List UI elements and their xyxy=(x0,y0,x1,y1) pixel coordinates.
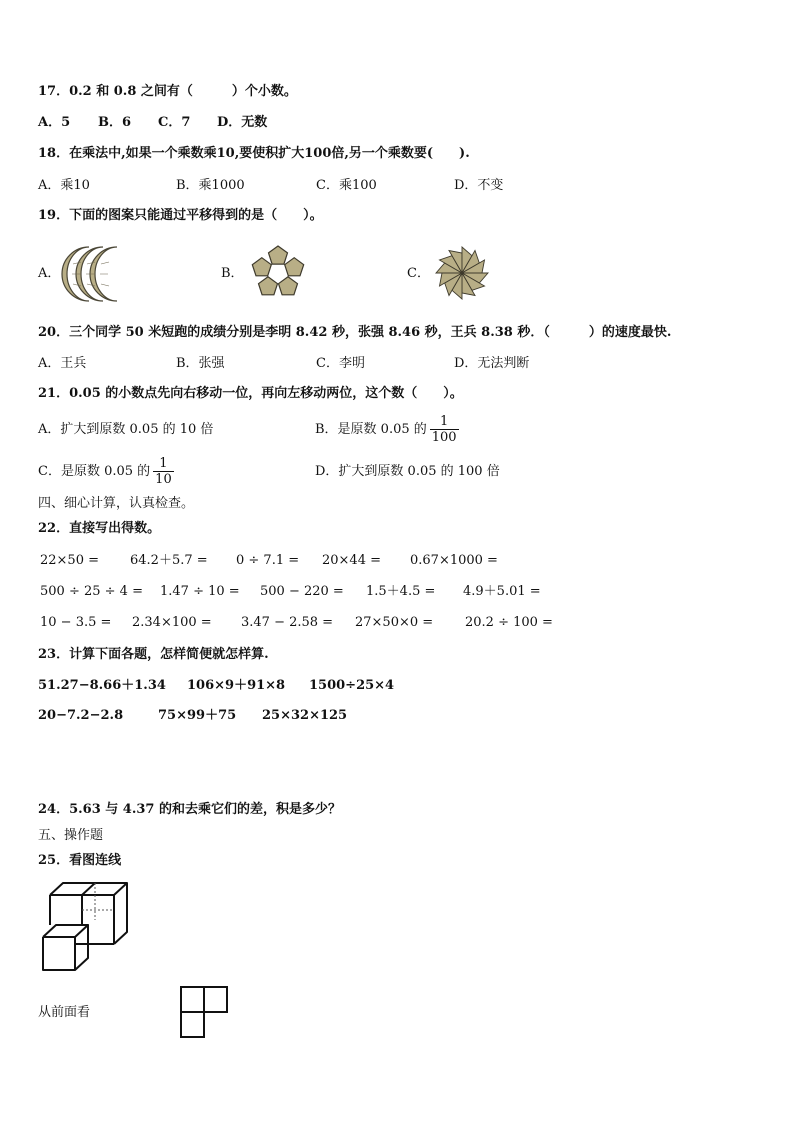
q24-stem: 24．5.63 与 4.37 的和去乘它们的差，积是多少？ xyxy=(38,802,341,817)
q18-stem: 18．在乘法中,如果一个乘数乘10,要使积扩大100倍,另一个乘数要( ). xyxy=(38,146,470,161)
q18-option-b: B．乘1000 xyxy=(176,178,245,193)
q20-option-b: B．张强 xyxy=(176,356,225,371)
q22-r1-c1: 22×50 = xyxy=(40,553,100,568)
q22-r3-c3: 3.47 − 2.58 = xyxy=(241,615,334,630)
fraction-numerator: 1 xyxy=(159,456,168,471)
q23-r1-c2: 106×9＋91×8 xyxy=(187,678,286,693)
fraction-denominator: 100 xyxy=(431,430,457,445)
q21-stem: 21．0.05 的小数点先向右移动一位，再向左移动两位，这个数（ ）。 xyxy=(38,386,463,401)
pentagon-ring-icon xyxy=(249,244,307,302)
section-heading-5: 五、操作题 xyxy=(38,828,104,843)
section-heading-4: 四、细心计算，认真检查。 xyxy=(38,496,195,511)
q18-option-d: D．不变 xyxy=(454,178,504,193)
q20-option-c: C．李明 xyxy=(316,356,365,371)
pentagon-shape xyxy=(269,246,288,264)
q22-r3-c1: 10 − 3.5 = xyxy=(40,615,112,630)
q23-r2-c1: 20−7.2−2.8 xyxy=(38,708,124,723)
fraction-numerator: 1 xyxy=(440,414,449,429)
q19-option-b: B． xyxy=(221,266,244,281)
fraction xyxy=(430,414,459,445)
q18-option-c: C．乘100 xyxy=(316,178,377,193)
q25-stem: 25．看图连线 xyxy=(38,853,122,868)
q21-option-c-text: C．是原数 0.05 的 xyxy=(38,464,151,479)
q17-stem: 17．0.2 和 0.8 之间有（ ）个小数。 xyxy=(38,84,297,99)
q22-r3-c5: 20.2 ÷ 100 = xyxy=(465,615,553,630)
q22-stem: 22．直接写出得数。 xyxy=(38,521,161,536)
q22-r2-c2: 1.47 ÷ 10 = xyxy=(160,584,240,599)
fraction-denominator: 10 xyxy=(155,472,172,487)
q22-r2-c5: 4.9＋5.01 = xyxy=(463,584,541,599)
q21-option-c xyxy=(38,452,174,492)
fraction xyxy=(153,456,174,487)
q22-r2-c1: 500 ÷ 25 ÷ 4 = xyxy=(40,584,143,599)
pentagon-shape xyxy=(279,277,298,295)
pentagon-shape xyxy=(259,277,278,295)
q22-r1-c5: 0.67×1000 = xyxy=(410,553,498,568)
pinwheel-icon xyxy=(433,244,491,302)
q19-stem: 19．下面的图案只能通过平移得到的是（ ）。 xyxy=(38,208,323,223)
q22-r1-c2: 64.2＋5.7 = xyxy=(130,553,208,568)
q17-option-c: C．7 xyxy=(158,115,191,130)
q19-option-a: A． xyxy=(38,266,61,281)
crescent-pattern-icon xyxy=(63,244,133,304)
q17-option-d: D．无数 xyxy=(217,115,268,130)
q20-stem: 20．三个同学 50 米短跑的成绩分别是李明 8.42 秒，张强 8.46 秒，王兵 8.38 秒．（ ）的速度最快. xyxy=(38,325,672,340)
q19-option-c: C． xyxy=(407,266,430,281)
q22-r1-c4: 20×44 = xyxy=(322,553,382,568)
pentagon-shape xyxy=(285,258,304,276)
q21-option-d: D．扩大到原数 0.05 的 100 倍 xyxy=(315,464,500,479)
q21-option-b xyxy=(315,410,459,450)
q17-option-a: A．5 xyxy=(38,115,71,130)
pentagon-shape xyxy=(252,258,271,276)
front-view-grid-icon xyxy=(180,986,230,1040)
q22-r3-c2: 2.34×100 = xyxy=(132,615,212,630)
q23-r2-c3: 25×32×125 xyxy=(262,708,348,723)
q23-r1-c3: 1500÷25×4 xyxy=(309,678,395,693)
q17-option-b: B．6 xyxy=(98,115,132,130)
q23-r2-c2: 75×99＋75 xyxy=(158,708,237,723)
front-view-label: 从前面看 xyxy=(38,1005,91,1020)
q23-stem: 23．计算下面各题，怎样简便就怎样算. xyxy=(38,647,269,662)
q22-r2-c4: 1.5＋4.5 = xyxy=(366,584,436,599)
q22-r3-c4: 27×50×0 = xyxy=(355,615,434,630)
q22-r2-c3: 500 − 220 = xyxy=(260,584,344,599)
q22-r1-c3: 0 ÷ 7.1 = xyxy=(236,553,300,568)
q21-option-a: A．扩大到原数 0.05 的 10 倍 xyxy=(38,422,214,437)
q23-r1-c1: 51.27−8.66＋1.34 xyxy=(38,678,166,693)
q21-option-b-text: B．是原数 0.05 的 xyxy=(315,422,427,437)
q20-option-a: A．王兵 xyxy=(38,356,87,371)
cube-stack-icon xyxy=(40,880,130,975)
q18-option-a: A．乘10 xyxy=(38,178,90,193)
q20-option-d: D．无法判断 xyxy=(454,356,530,371)
